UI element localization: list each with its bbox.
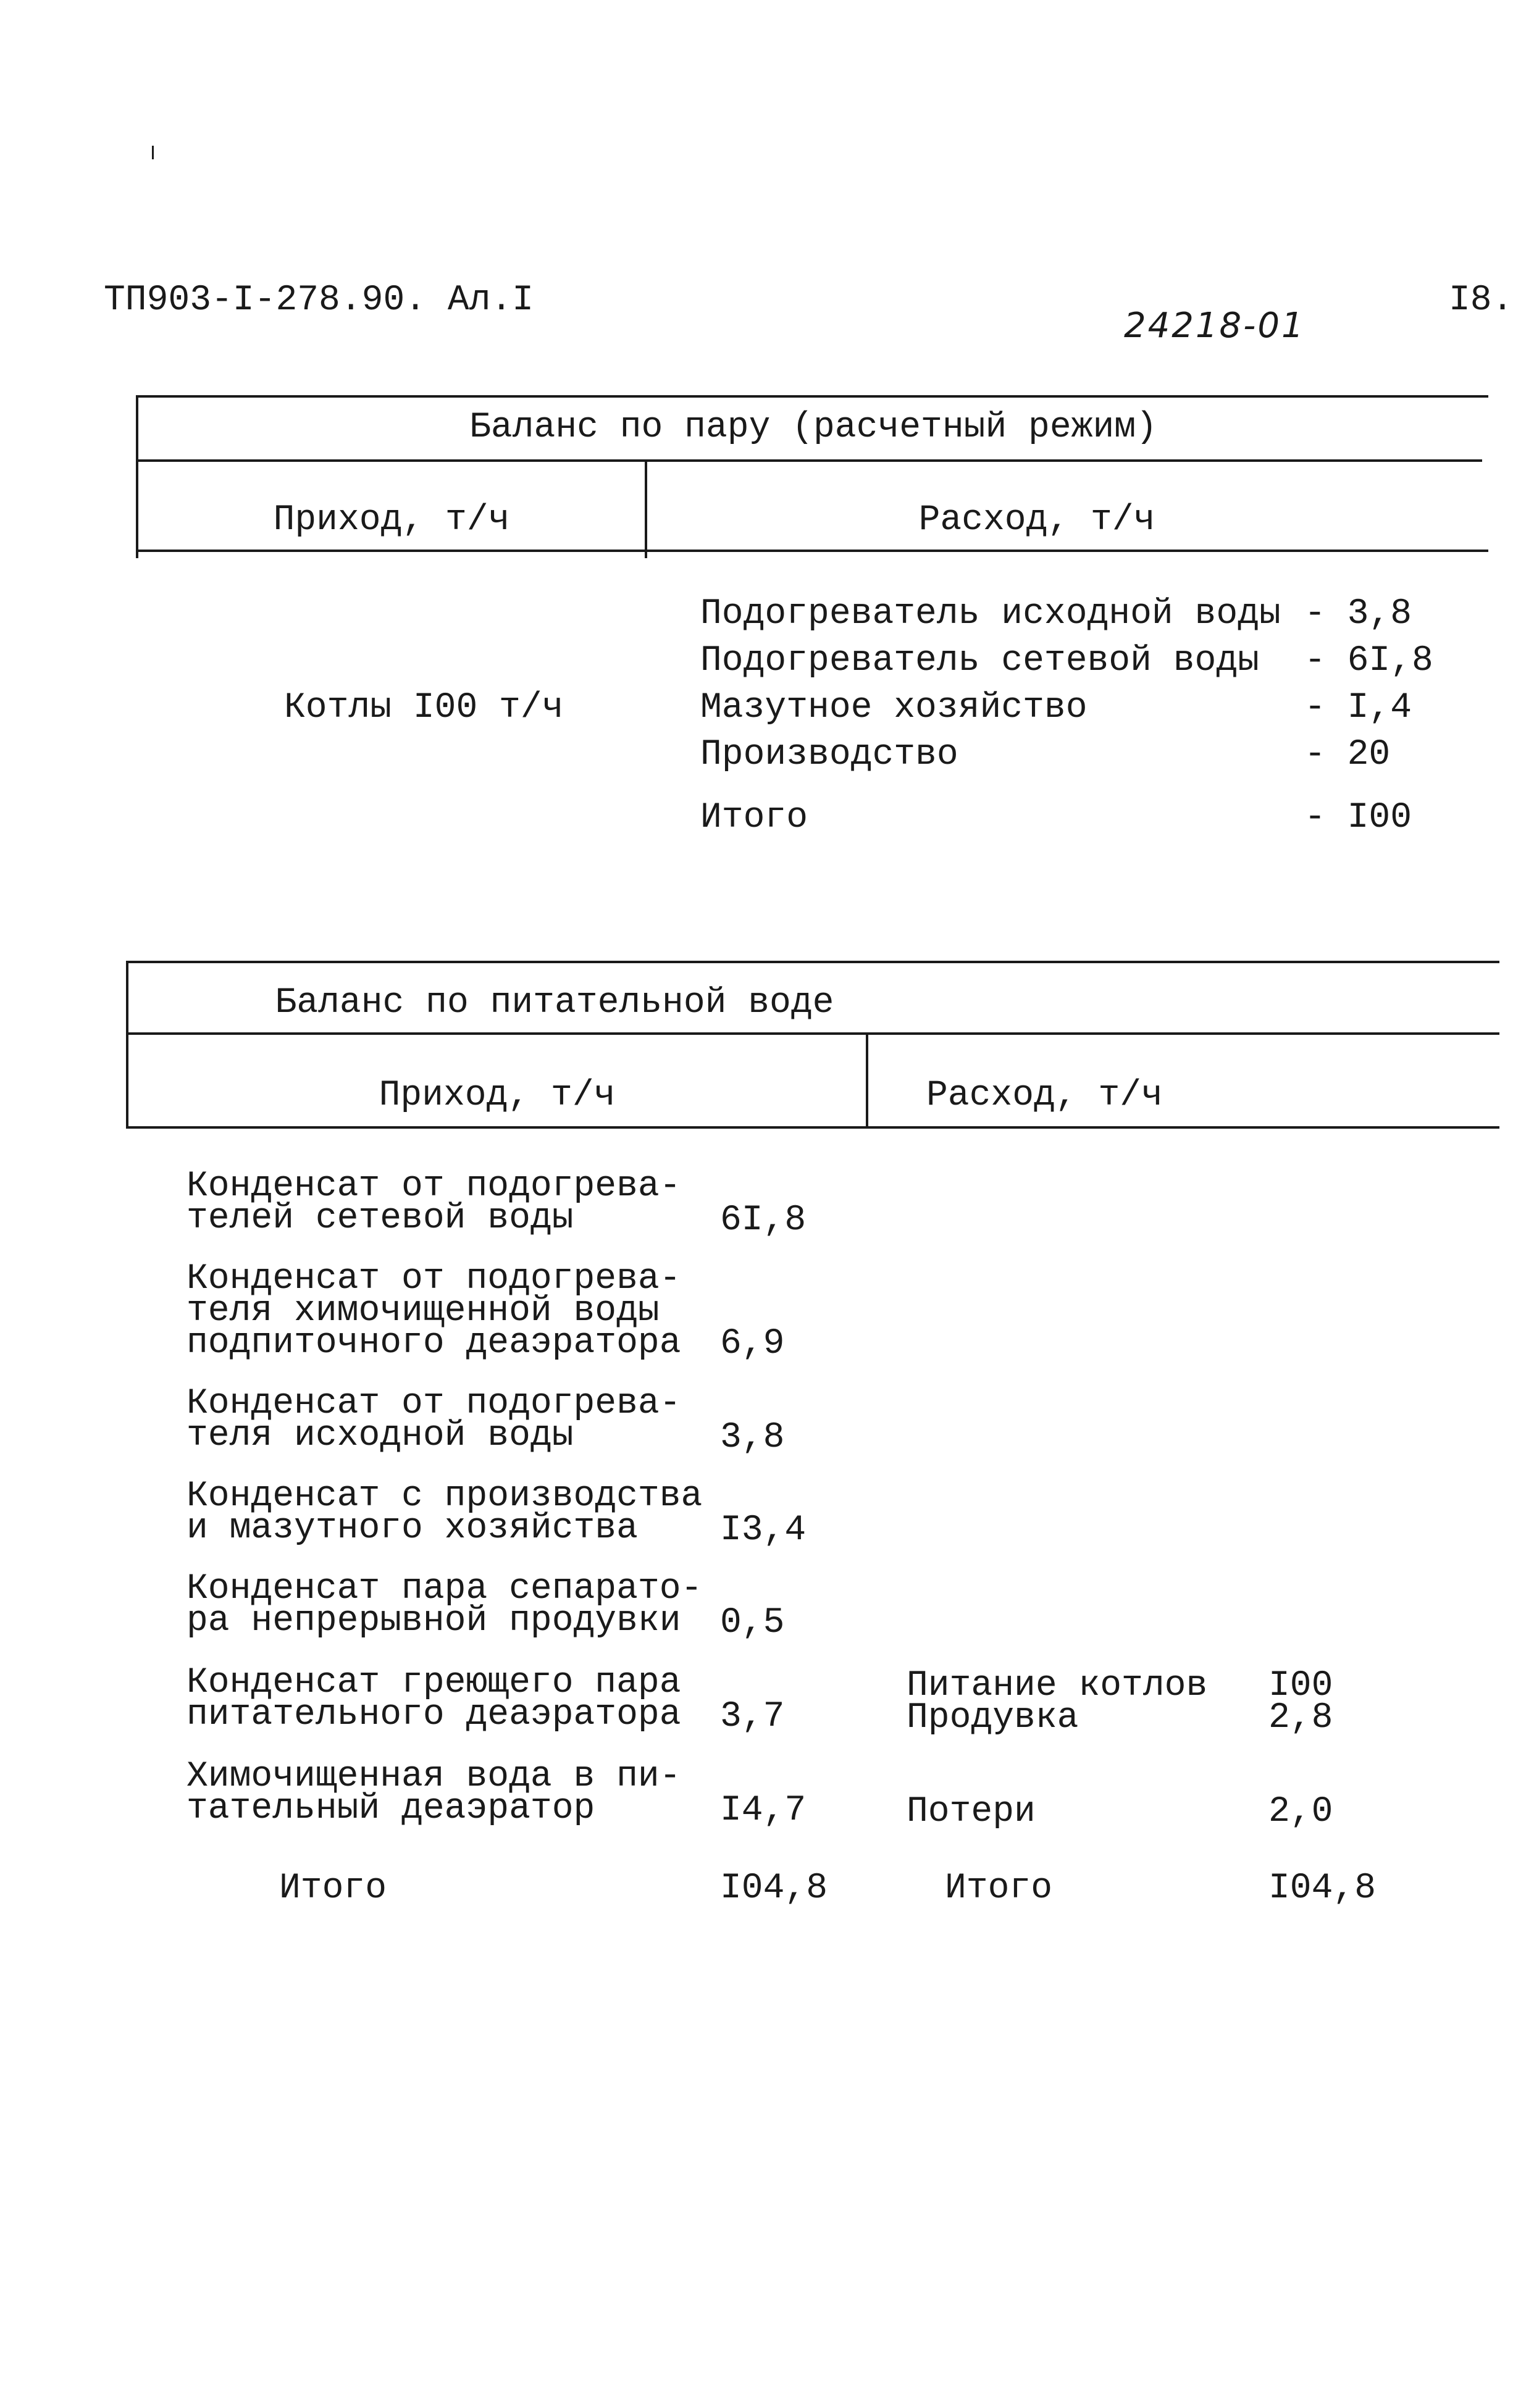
- table-header-bottom-rule: [136, 550, 1488, 552]
- feedwater-expense-total-label: Итого: [945, 1868, 1053, 1908]
- feedwater-expense-value: I00: [1268, 1666, 1333, 1706]
- table-header-bottom-rule: [126, 1126, 1499, 1129]
- page-number: I8.: [1449, 280, 1514, 320]
- document-code: ТП903-I-278.90. Ал.I: [104, 280, 534, 320]
- feedwater-income-total-value: I04,8: [720, 1868, 828, 1908]
- feedwater-income-value: I3,4: [720, 1510, 807, 1550]
- steam-expense-label: Мазутное хозяйство: [700, 688, 1088, 728]
- steam-expense-value: - 3,8: [1304, 594, 1412, 634]
- feedwater-income-value: 0,5: [720, 1603, 785, 1643]
- feedwater-income-label: Конденсат от подогрева- телей сетевой воды: [187, 1166, 681, 1239]
- feedwater-income-value: 6I,8: [720, 1200, 807, 1240]
- feedwater-income-value: 6,9: [720, 1324, 785, 1364]
- steam-expense-value: - 6I,8: [1304, 641, 1433, 681]
- feedwater-expense-value: 2,8: [1268, 1698, 1333, 1738]
- steam-total-value: - I00: [1304, 798, 1412, 838]
- steam-expense-label: Производство: [700, 735, 958, 775]
- table-column-divider: [866, 1032, 868, 1129]
- steam-expense-label: Подогреватель исходной воды: [700, 594, 1281, 634]
- feedwater-income-label: Конденсат от подогрева- теля исходной воды: [187, 1384, 681, 1456]
- feedwater-expense-label: Потери: [907, 1792, 1036, 1832]
- steam-income-header: Приход, т/ч: [273, 500, 510, 540]
- table-top-rule: [136, 395, 1488, 398]
- steam-expense-value: - 20: [1304, 735, 1391, 775]
- feedwater-income-label: Конденсат греющего пара питательного деаэратора: [187, 1663, 681, 1735]
- feedwater-income-label: Химочищенная вода в пи- тательный деаэратор: [187, 1757, 681, 1829]
- steam-expense-header: Расход, т/ч: [918, 500, 1155, 540]
- steam-income-value: Котлы I00 т/ч: [284, 688, 564, 728]
- steam-balance-title: Баланс по пару (расчетный режим): [469, 408, 1157, 448]
- feedwater-expense-label: Продувка: [907, 1698, 1079, 1738]
- feedwater-income-label: Конденсат с производства и мазутного хозяйства: [187, 1476, 703, 1549]
- steam-total-label: Итого: [700, 798, 808, 838]
- steam-expense-label: Подогреватель сетевой воды: [700, 641, 1259, 681]
- steam-expense-value: - I,4: [1304, 688, 1412, 728]
- feedwater-income-value: I4,7: [720, 1791, 807, 1831]
- feedwater-income-label: Конденсат от подогрева- теля химочищенной воды подпиточного деаэратора: [187, 1259, 681, 1363]
- feedwater-income-total-label: Итого: [279, 1868, 387, 1908]
- handwritten-number: 24218-01: [1124, 306, 1306, 346]
- table-header-divider: [136, 459, 1482, 462]
- feedwater-expense-label: Питание котлов: [907, 1666, 1208, 1706]
- feedwater-expense-total-value: I04,8: [1268, 1868, 1377, 1908]
- feedwater-income-header: Приход, т/ч: [379, 1076, 616, 1116]
- feedwater-income-value: 3,7: [720, 1697, 785, 1737]
- table-header-divider: [126, 1032, 1499, 1035]
- feedwater-expense-value: 2,0: [1268, 1792, 1333, 1832]
- feedwater-balance-title: Баланс по питательной воде: [275, 983, 834, 1023]
- table-top-rule: [126, 961, 1499, 963]
- feedwater-income-label: Конденсат пара сепарато- ра непрерывной продувки: [187, 1569, 703, 1641]
- scan-mark: [152, 146, 154, 159]
- feedwater-income-value: 3,8: [720, 1418, 785, 1458]
- feedwater-expense-header: Расход, т/ч: [926, 1076, 1163, 1116]
